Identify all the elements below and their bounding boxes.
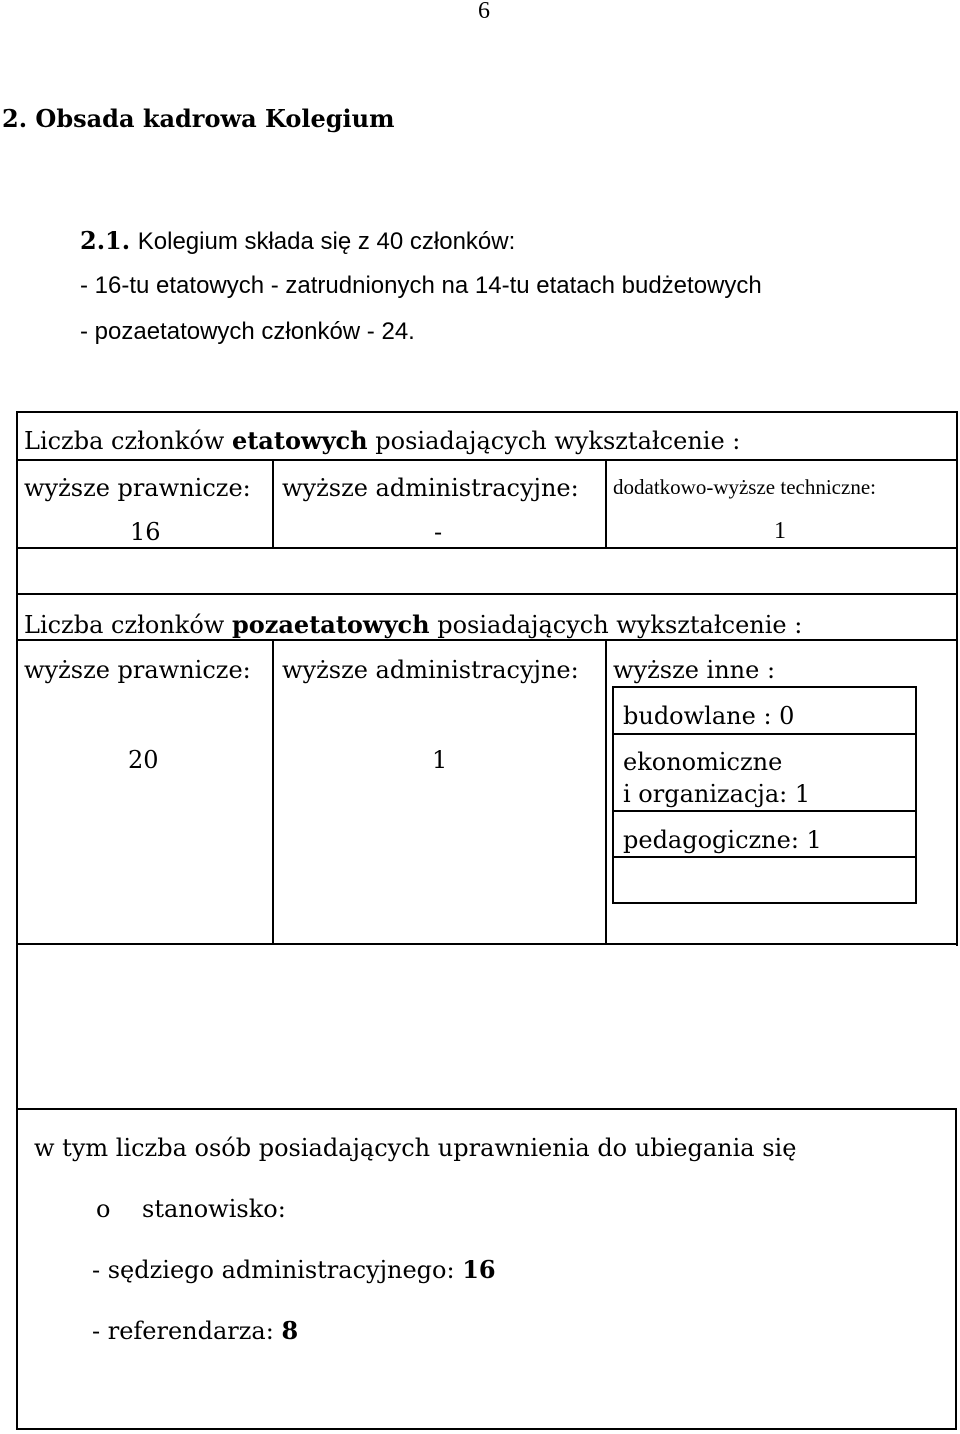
etatowi-header-suffix: posiadających wykształcenie : <box>375 427 741 455</box>
sedzia-label: - sędziego administracyjnego: <box>92 1256 455 1284</box>
pozaetatowi-header-bold: pozaetatowych <box>231 610 430 639</box>
etatowi-col1-label: wyższe prawnicze: <box>24 474 251 502</box>
table-border-top <box>16 411 958 413</box>
pozaetatowi-col1-label: wyższe prawnicze: <box>24 656 251 684</box>
etatowi-col3-label: dodatkowo-wyższe techniczne: <box>613 475 876 499</box>
divider-etatowi-2 <box>605 459 607 549</box>
pozaetatowi-col2-value: 1 <box>432 746 448 774</box>
uprawnienia-referendarz <box>92 1316 298 1345</box>
etatowi-col2-label: wyższe administracyjne: <box>282 474 579 502</box>
inne-box-top <box>612 686 917 688</box>
etatowi-col3-value: 1 <box>774 518 786 544</box>
table-border-left <box>16 411 18 1430</box>
subsection-line-etatowi: - 16-tu etatowych - zatrudnionych na 14-tu etatach budżetowych <box>80 272 762 299</box>
divider-pozaetatowi-2 <box>605 639 607 945</box>
uprawnienia-sedzia <box>92 1255 496 1284</box>
inne-pedagogiczne: pedagogiczne: 1 <box>623 826 822 854</box>
sedzia-value: 16 <box>462 1255 496 1284</box>
inne-ekonomiczne-line1: ekonomiczne <box>623 748 783 776</box>
uprawnienia-stanowisko: stanowisko: <box>142 1195 286 1223</box>
table-border-right-upper <box>956 411 958 946</box>
divider-pozaetatowi-1 <box>272 639 274 945</box>
rule-pozaetatowi-header <box>16 639 958 641</box>
table-border-bottom <box>16 1428 957 1430</box>
rule-etatowi-header <box>16 459 958 461</box>
pozaetatowi-header-suffix: posiadających wykształcenie : <box>437 611 803 639</box>
rule-uprawnienia <box>16 1108 957 1110</box>
etatowi-header-bold: etatowych <box>231 426 368 455</box>
inne-box-rule-2 <box>612 810 917 812</box>
referendarz-label: - referendarza: <box>92 1317 274 1345</box>
uprawnienia-intro: w tym liczba osób posiadających uprawnienia do ubiegania się <box>34 1134 797 1162</box>
uprawnienia-bullet: o <box>96 1195 111 1223</box>
rule-spacer <box>16 593 958 595</box>
subsection-intro-text: Kolegium składa się z 40 członków: <box>137 228 516 255</box>
subsection-number: 2.1. <box>80 226 131 255</box>
inne-budowlane: budowlane : 0 <box>623 702 795 730</box>
subsection-line-pozaetatowi: - pozaetatowych członków - 24. <box>80 318 415 345</box>
referendarz-value: 8 <box>281 1316 299 1345</box>
pozaetatowi-col1-value: 20 <box>128 746 159 774</box>
rule-pozaetatowi-values <box>16 943 958 945</box>
inne-ekonomiczne-line2: i organizacja: 1 <box>623 780 811 808</box>
inne-box-bottom <box>612 902 917 904</box>
etatowi-header-prefix: Liczba członków <box>24 427 225 455</box>
etatowi-header <box>24 426 740 455</box>
pozaetatowi-header-prefix: Liczba członków <box>24 611 225 639</box>
pozaetatowi-header <box>24 610 802 639</box>
inne-box-left <box>612 686 614 904</box>
inne-box-rule-3 <box>612 856 917 858</box>
etatowi-col2-value: - <box>434 518 443 546</box>
subsection-intro <box>80 226 515 256</box>
inne-box-right <box>915 686 917 904</box>
rule-etatowi-values <box>16 547 958 549</box>
divider-etatowi-1 <box>272 459 274 549</box>
table-border-right-lower <box>955 1108 957 1430</box>
etatowi-col1-value: 16 <box>130 518 161 546</box>
pozaetatowi-col2-label: wyższe administracyjne: <box>282 656 579 684</box>
inne-box-rule-1 <box>612 733 917 735</box>
pozaetatowi-col3-label: wyższe inne : <box>613 656 776 684</box>
section-title: 2. Obsada kadrowa Kolegium <box>2 104 395 133</box>
page-number: 6 <box>478 0 490 24</box>
